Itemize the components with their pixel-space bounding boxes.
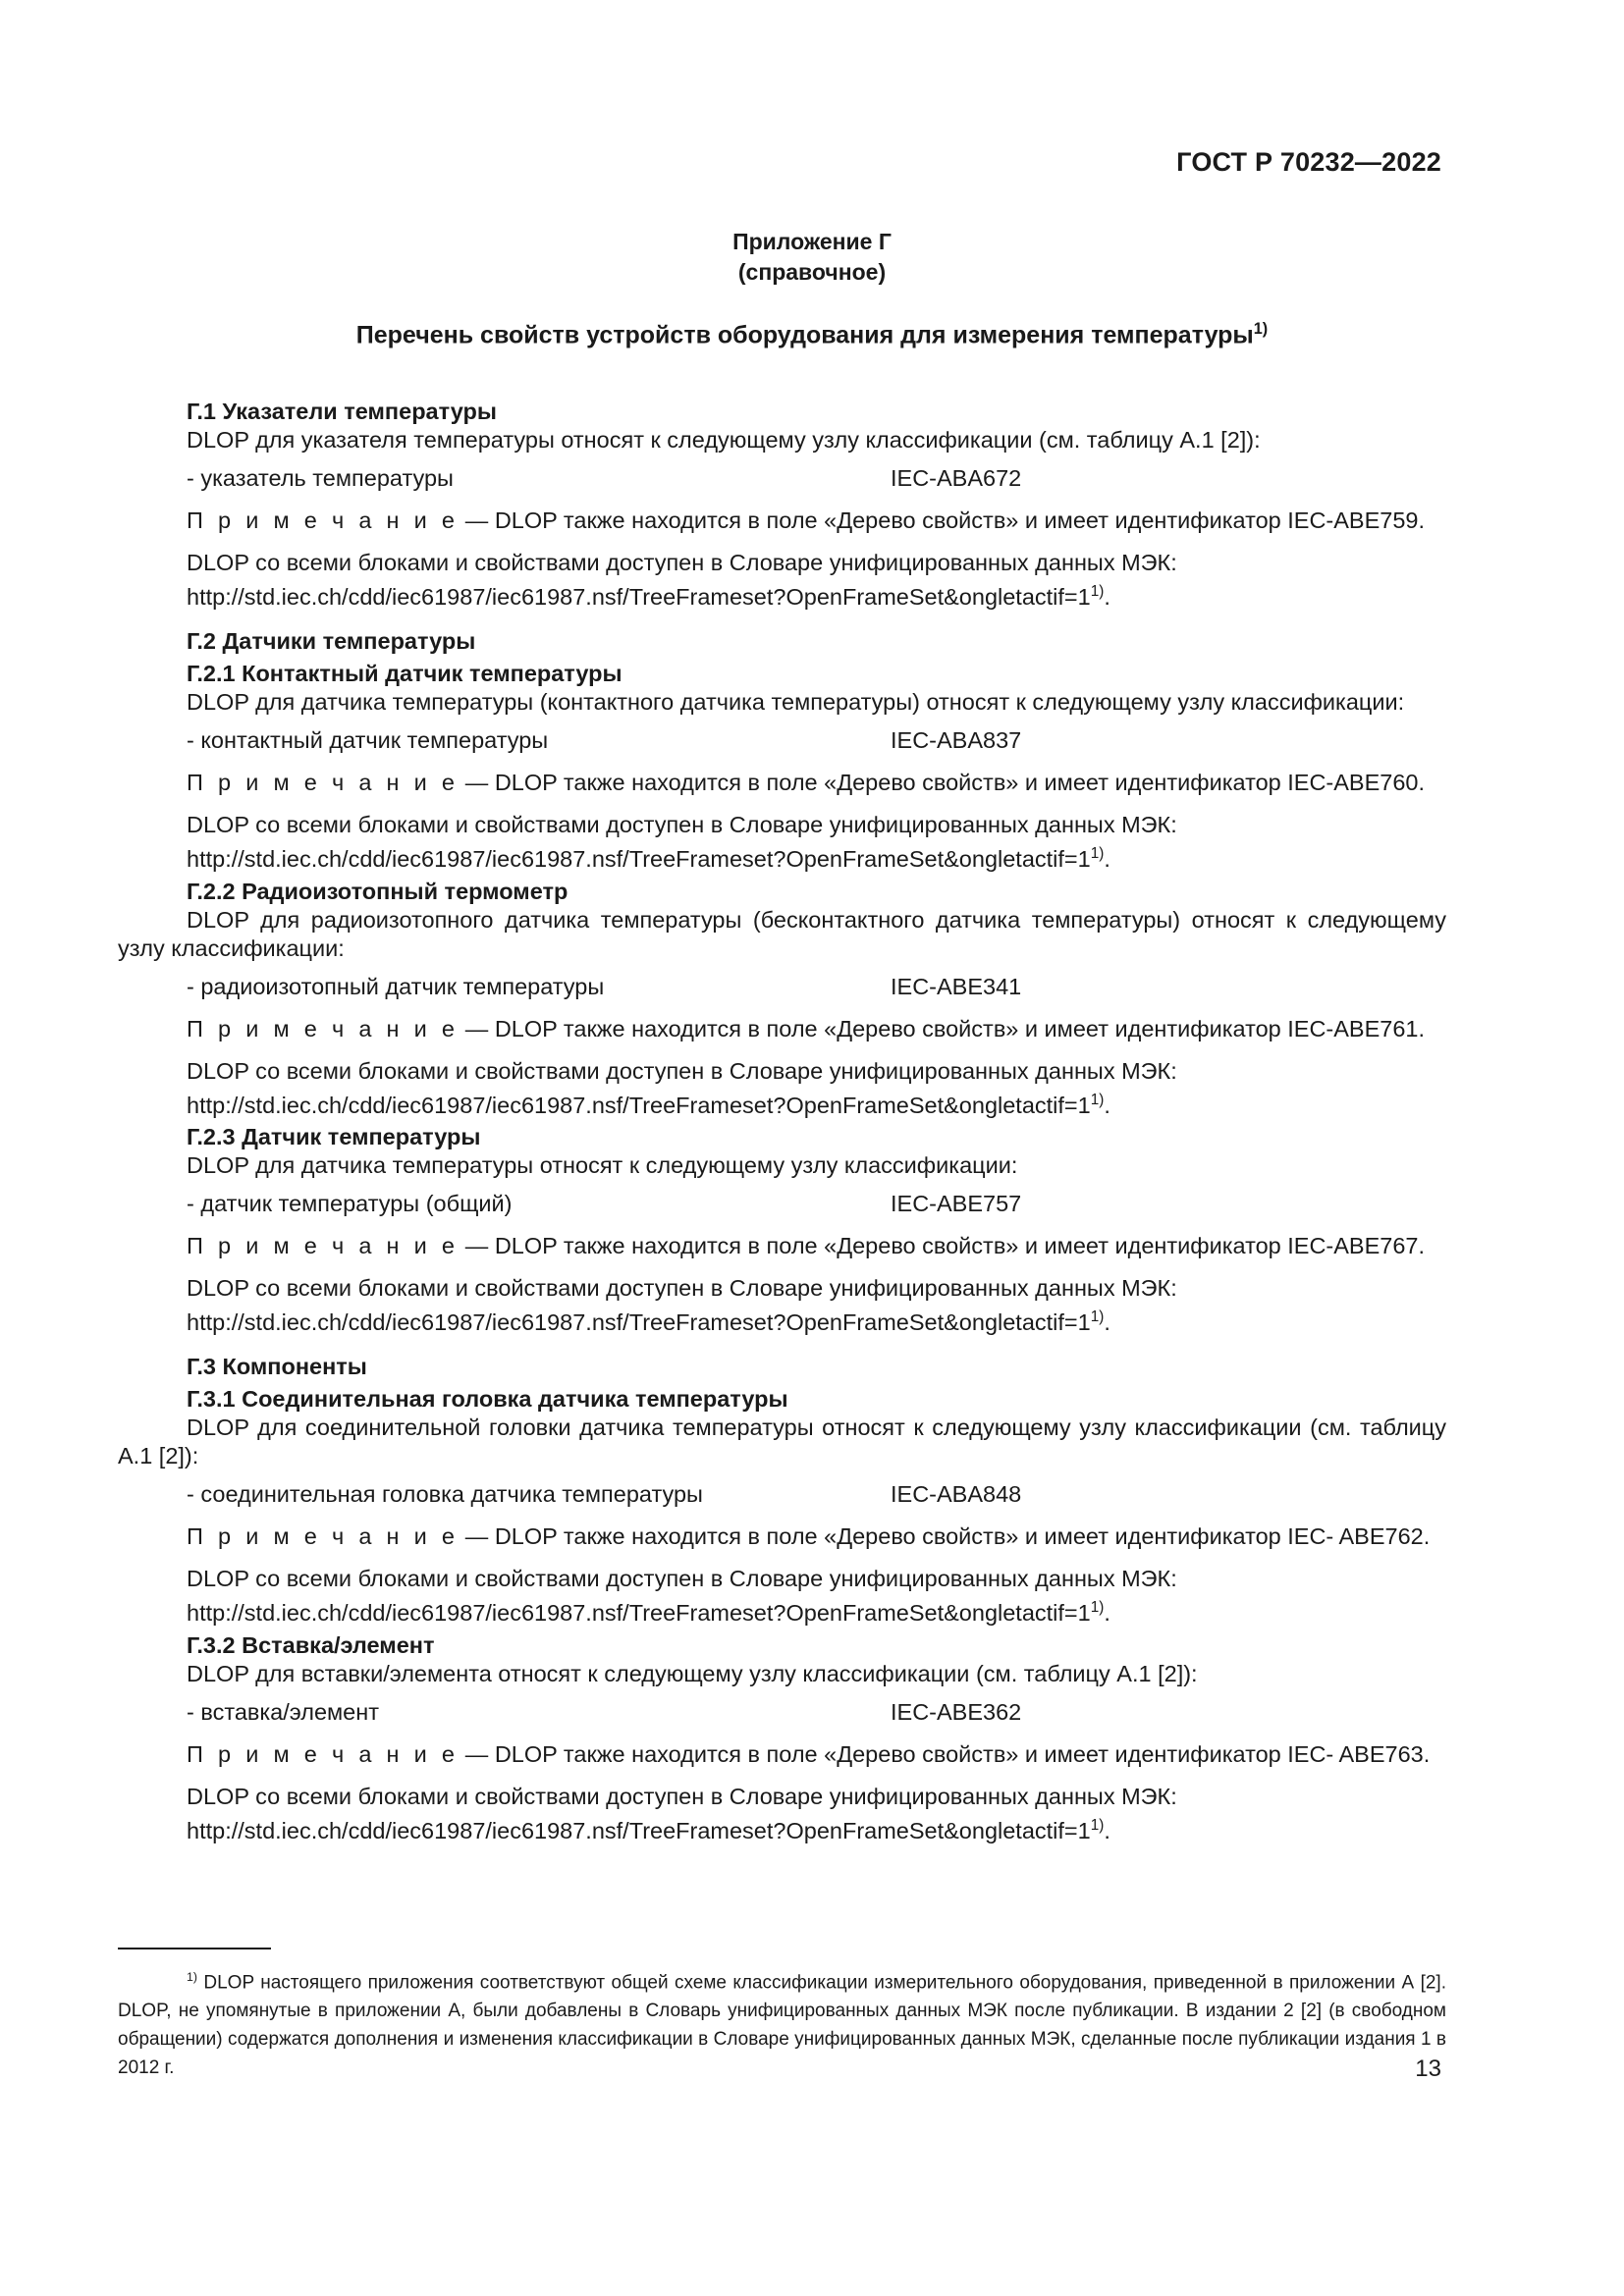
note-text: — DLOP также находится в поле «Дерево свойств» и имеет идентификатор [459,1523,1288,1550]
cdd-url: http://std.iec.ch/cdd/iec61987/iec61987.nsf/TreeFrameset?OpenFrameSet&ongletactif=1 [187,1817,1091,1843]
appendix-title-text: Перечень свойств устройств оборудования для измерения температуры [355,321,1254,349]
note-label: П р и м е ч а н и е [187,769,460,795]
classification-item [118,973,1446,1001]
cdd-end: . [1104,845,1110,872]
section-heading-g32: Г.3.2 Вставка/элемент [187,1632,435,1659]
section-heading-g22: Г.2.2 Радиоизотопный термометр [187,878,568,904]
section-heading-g21: Г.2.1 Контактный датчик температуры [187,660,623,686]
document-body [118,398,1446,1845]
cdd-url: http://std.iec.ch/cdd/iec61987/iec61987.nsf/TreeFrameset?OpenFrameSet&ongletactif=1 [187,1309,1091,1336]
note-id: IEC-ABE759. [1287,507,1426,533]
item-name: - датчик температуры (общий) [187,1191,513,1217]
cdd-end: . [1104,583,1110,610]
note-id: IEC- ABE762. [1287,1523,1431,1550]
section-intro: DLOP для радиоизотопного датчика температуры (бесконтактного датчика температуры) относят к следующему узлу классификации: [118,906,1446,961]
classification-item [118,464,1446,493]
note [118,1232,1446,1260]
section-intro: DLOP для датчика температуры относят к следующему узлу классификации: [187,1152,1018,1179]
appendix-heading [0,227,1624,288]
cdd-url: http://std.iec.ch/cdd/iec61987/iec61987.nsf/TreeFrameset?OpenFrameSet&ongletactif=1 [187,1600,1091,1627]
cdd-url-line [187,1593,1446,1628]
note-text: — DLOP также находится в поле «Дерево свойств» и имеет идентификатор [459,1741,1288,1768]
cdd-text: DLOP со всеми блоками и свойствами доступен в Словаре унифицированных данных МЭК: [187,1275,1177,1302]
cdd-end: . [1104,1092,1110,1118]
note [118,1522,1446,1551]
cdd-text: DLOP со всеми блоками и свойствами доступен в Словаре унифицированных данных МЭК: [187,811,1177,837]
cdd-url: http://std.iec.ch/cdd/iec61987/iec61987.nsf/TreeFrameset?OpenFrameSet&ongletactif=1 [187,583,1091,610]
cdd-text: DLOP со всеми блоками и свойствами доступен в Словаре унифицированных данных МЭК: [187,1784,1177,1810]
footnote-ref: 1) [1090,844,1105,862]
page-number: 13 [1415,2056,1441,2082]
note [118,1015,1446,1043]
item-code: IEC-ABA672 [891,465,1022,491]
section-heading-g23: Г.2.3 Датчик температуры [187,1124,481,1150]
note-label: П р и м е ч а н и е [187,507,460,533]
footnote-text: DLOP настоящего приложения соответствуют общей схеме классификации измерительного оборудования, приведенной в приложении А [2]. DLOP, не упомянутые в приложении А, были добавлены в Словарь унифицированных данных МЭК после публикации. В издании 2 [2] (в свободном обращении) содержатся дополнения и изменения классификации в Словаре унифицированных данных МЭК, сделанные после публикации издания 1 в 2012 г. [118,1972,1446,2079]
item-code: IEC-ABE362 [891,1699,1022,1726]
document-id: ГОСТ Р 70232—2022 [1176,147,1441,177]
note-label: П р и м е ч а н и е [187,1741,460,1768]
section-heading-g31: Г.3.1 Соединительная головка датчика температуры [187,1386,788,1413]
note-id: IEC-ABE767. [1287,1233,1426,1259]
footnote-ref: 1) [1090,583,1105,600]
note-text: — DLOP также находится в поле «Дерево свойств» и имеет идентификатор [459,769,1288,795]
cdd-text: DLOP со всеми блоками и свойствами доступен в Словаре унифицированных данных МЭК: [187,1057,1177,1084]
footnote-ref: 1) [1090,1599,1105,1617]
item-name: - соединительная головка датчика температуры [187,1481,703,1508]
cdd-reference [118,811,1446,874]
note-text: — DLOP также находится в поле «Дерево свойств» и имеет идентификатор [459,507,1288,533]
item-code: IEC-ABA848 [891,1481,1022,1508]
footnote-ref: 1) [1090,1308,1105,1326]
note-label: П р и м е ч а н и е [187,1233,460,1259]
cdd-reference [118,549,1446,612]
note-id: IEC- ABE763. [1287,1741,1431,1768]
footnote-ref: 1) [1253,320,1269,338]
item-name: - вставка/элемент [187,1699,379,1726]
footnote [118,1963,1446,2082]
section-heading-g3: Г.3 Компоненты [187,1354,367,1380]
footnote-separator [118,1948,271,1949]
item-name: - радиоизотопный датчик температуры [187,973,605,999]
note [118,507,1446,535]
cdd-text: DLOP со всеми блоками и свойствами доступен в Словаре унифицированных данных МЭК: [187,1566,1177,1592]
note [118,769,1446,797]
item-code: IEC-ABE341 [891,973,1022,999]
note-id: IEC-ABE760. [1287,769,1426,795]
cdd-url-line [187,839,1446,874]
cdd-reference [118,1783,1446,1845]
footnote-ref: 1) [1090,1091,1105,1108]
note-text: — DLOP также находится в поле «Дерево свойств» и имеет идентификатор [459,1015,1288,1041]
item-code: IEC-ABE757 [891,1191,1022,1217]
classification-item [118,1190,1446,1218]
note-label: П р и м е ч а н и е [187,1523,460,1550]
classification-item [118,726,1446,755]
section-intro: DLOP для вставки/элемента относят к следующему узлу классификации (см. таблицу А.1 [2]): [187,1661,1198,1687]
classification-item [118,1480,1446,1509]
appendix-kind: (справочное) [737,259,887,285]
cdd-text: DLOP со всеми блоками и свойствами доступен в Словаре унифицированных данных МЭК: [187,550,1177,575]
section-heading-g2: Г.2 Датчики температуры [187,627,476,654]
item-name: - контактный датчик температуры [187,726,549,753]
footnote-ref: 1) [1090,1817,1105,1835]
cdd-reference [118,1057,1446,1120]
cdd-url-line [187,1811,1446,1845]
classification-item [118,1698,1446,1727]
note-text: — DLOP также находится в поле «Дерево свойств» и имеет идентификатор [459,1233,1288,1259]
cdd-end: . [1104,1600,1110,1627]
appendix-title [0,320,1624,349]
note-id: IEC-ABE761. [1287,1015,1426,1041]
section-heading-g1: Г.1 Указатели температуры [187,399,497,424]
section-intro: DLOP для соединительной головки датчика температуры относят к следующему узлу классификации (см. таблицу А.1 [2]): [118,1415,1446,1469]
cdd-url-line [187,577,1446,612]
cdd-url-line [187,1086,1446,1120]
note-label: П р и м е ч а н и е [187,1015,460,1041]
cdd-end: . [1104,1817,1110,1843]
item-name: - указатель температуры [187,465,454,491]
cdd-reference [118,1565,1446,1628]
cdd-end: . [1104,1309,1110,1336]
item-code: IEC-ABA837 [891,726,1022,753]
footnote-mark: 1) [187,1970,197,1984]
appendix-label: Приложение Г [732,229,892,254]
cdd-url: http://std.iec.ch/cdd/iec61987/iec61987.nsf/TreeFrameset?OpenFrameSet&ongletactif=1 [187,845,1091,872]
cdd-reference [118,1274,1446,1337]
note [118,1740,1446,1769]
cdd-url-line [187,1303,1446,1337]
section-intro: DLOP для указателя температуры относят к следующему узлу классификации (см. таблицу А.1 [2]): [187,427,1261,453]
section-intro: DLOP для датчика температуры (контактного датчика температуры) относят к следующему узлу классификации: [187,688,1405,715]
cdd-url: http://std.iec.ch/cdd/iec61987/iec61987.nsf/TreeFrameset?OpenFrameSet&ongletactif=1 [187,1092,1091,1118]
